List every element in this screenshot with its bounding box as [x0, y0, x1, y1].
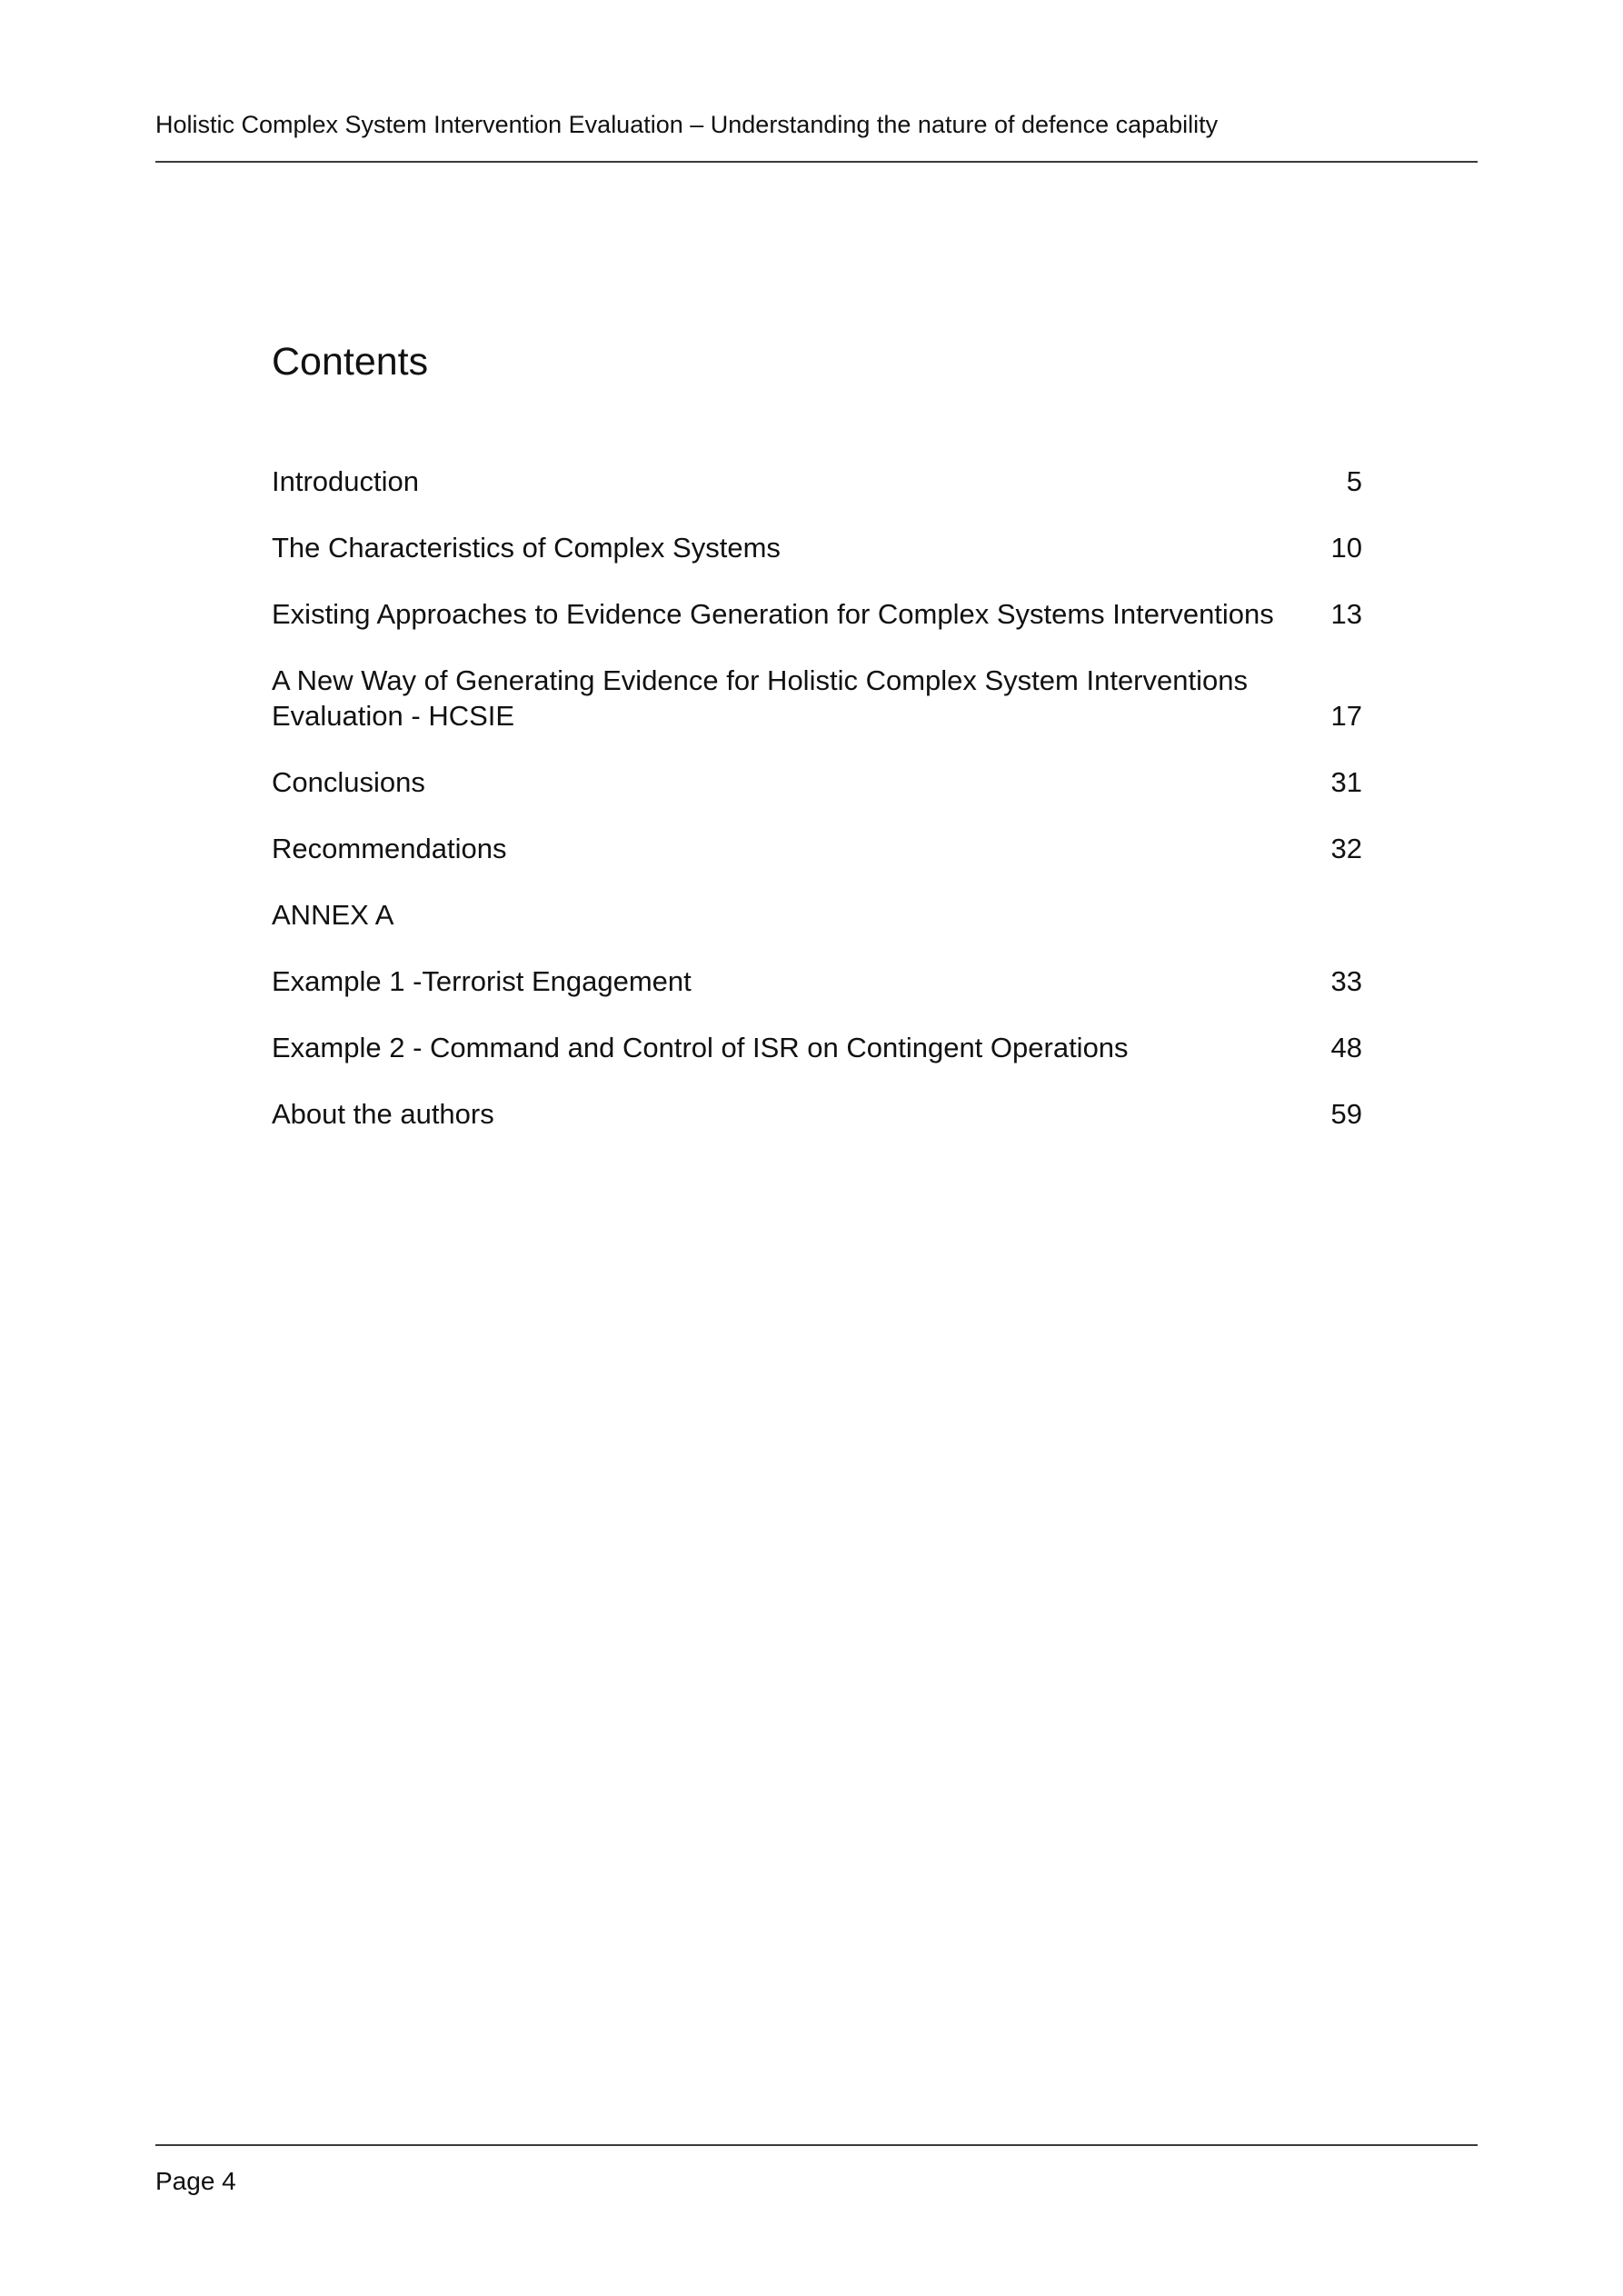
toc-entry-characteristics[interactable] [272, 530, 1362, 565]
toc-entry-label: ANNEX A [272, 899, 394, 931]
toc-entry-page-number: 13 [1330, 598, 1362, 630]
toc-entry-conclusions[interactable] [272, 764, 1362, 800]
toc-entry-label: The Characteristics of Complex Systems [272, 532, 781, 564]
header-divider [155, 161, 1478, 163]
toc-entry-recommendations[interactable] [272, 831, 1362, 866]
toc-entry-label: Recommendations [272, 833, 507, 864]
toc-list [272, 464, 1362, 1132]
running-header: Holistic Complex System Intervention Evaluation – Understanding the nature of defence capability [155, 111, 1219, 138]
toc-entry-page-number: 31 [1330, 766, 1362, 798]
toc-entry-introduction[interactable] [272, 464, 1362, 499]
toc-entry-label: Introduction [272, 465, 419, 497]
page-number: Page 4 [155, 2167, 236, 2195]
toc-entry-example-2[interactable] [272, 1030, 1362, 1065]
toc-entry-new-way[interactable] [272, 663, 1362, 734]
toc-entry-label: Example 2 - Command and Control of ISR on Contingent Operations [272, 1032, 1129, 1063]
table-of-contents [272, 336, 1362, 1163]
toc-entry-example-1[interactable] [272, 963, 1362, 999]
footer-divider [155, 2144, 1478, 2146]
toc-entry-about-authors[interactable] [272, 1096, 1362, 1132]
toc-entry-page-number: 17 [1330, 700, 1362, 732]
toc-entry-page-number: 32 [1330, 833, 1362, 864]
toc-entry-page-number: 10 [1330, 532, 1362, 564]
toc-entry-annex-a[interactable] [272, 897, 1362, 933]
toc-entry-page-number: 33 [1330, 965, 1362, 997]
toc-entry-label: A New Way of Generating Evidence for Holistic Complex System Interventions Evaluation - HCSIE [272, 664, 1248, 732]
toc-entry-label: Existing Approaches to Evidence Generation for Complex Systems Interventions [272, 598, 1274, 630]
toc-entry-page-number: 48 [1330, 1032, 1362, 1063]
toc-entry-page-number: 59 [1330, 1098, 1362, 1130]
toc-entry-page-number: 5 [1346, 465, 1362, 497]
toc-entry-label: Conclusions [272, 766, 425, 798]
toc-entry-label: Example 1 -Terrorist Engagement [272, 965, 692, 997]
contents-title: Contents [272, 340, 429, 384]
toc-entry-existing-approaches[interactable] [272, 596, 1362, 632]
toc-entry-label: About the authors [272, 1098, 494, 1130]
